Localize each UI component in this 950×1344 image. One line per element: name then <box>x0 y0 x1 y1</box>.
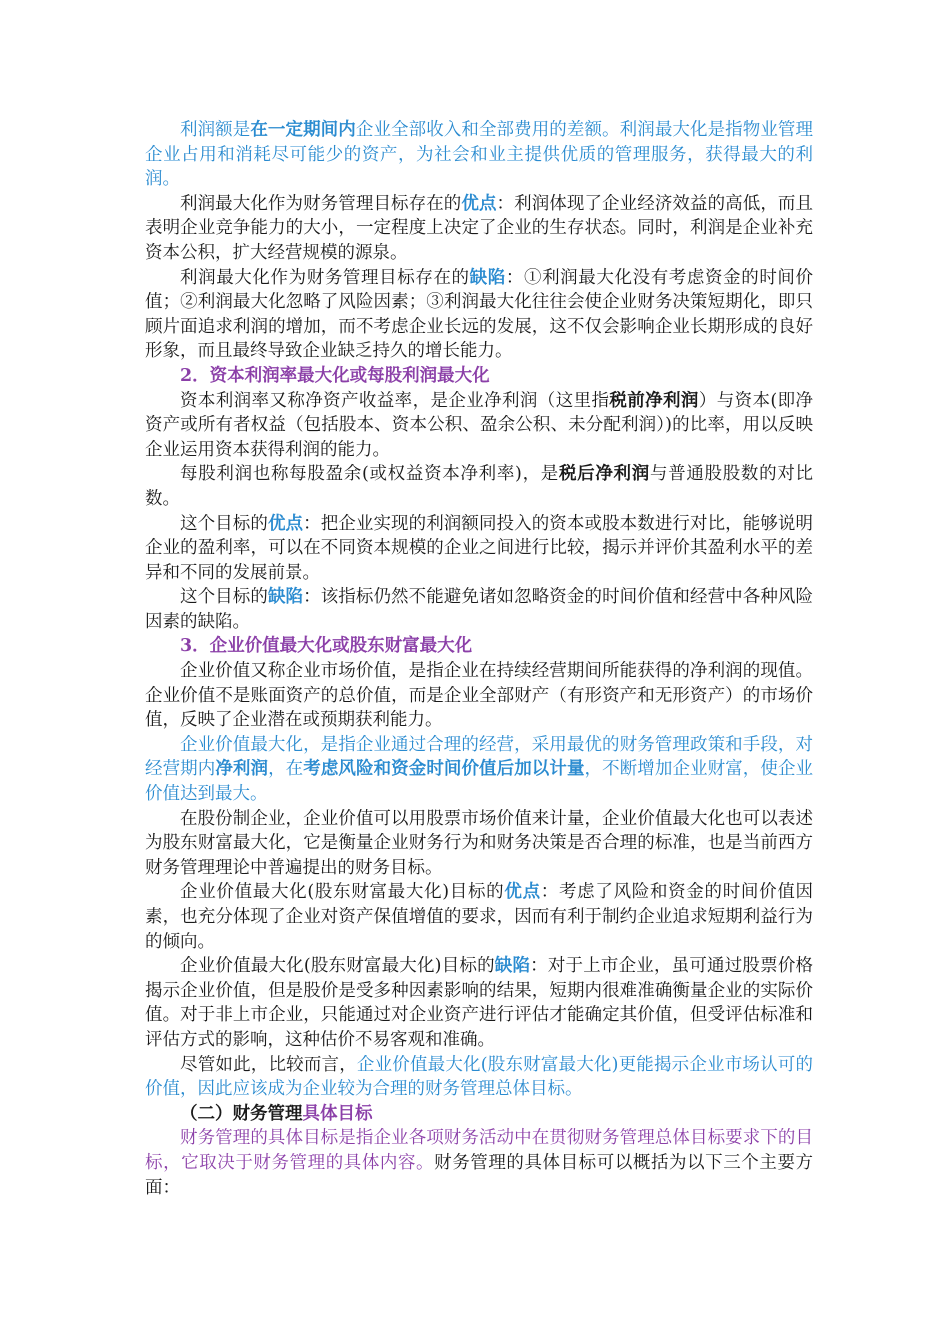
emphasis-text: 优点 <box>461 193 497 214</box>
section-heading <box>145 634 813 659</box>
body-text: ：对于上市企业，虽可通过股票价格揭示企业价值，但是股价是受多种因素影响的结果，短期内很难准确衡量企业的实际价值。对于非上市企业，只能通过对企业资产进行评估才能确定其价值，但受评估标准和评估方式的影响，这种估价不易客观和准确。 <box>145 956 814 1050</box>
body-text: 尽管如此，比较而言， <box>180 1054 357 1075</box>
body-text: ）与资本(即净资产或所有者权益（包括股本、资本公积、盈余公积、未分配利润）)的比率，用以反映企业运用资本获得利润的能力。 <box>145 390 813 460</box>
emphasis-text: 2．资本利润率最大化或每股利润最大化 <box>180 365 490 386</box>
paragraph <box>145 192 813 266</box>
emphasis-text: 税前净利润 <box>609 390 699 411</box>
emphasis-text: ，在 <box>268 759 304 780</box>
emphasis-text: （二）财务管理 <box>180 1103 303 1124</box>
section-heading <box>145 364 813 389</box>
body-text: 利润最大化作为财务管理目标存在的 <box>180 193 462 214</box>
emphasis-text: 优点 <box>267 513 304 534</box>
body-text: 企业价值最大化(股东财富最大化)目标的 <box>180 882 505 903</box>
emphasis-text: 具体目标 <box>302 1103 373 1124</box>
body-text: 利润最大化作为财务管理目标存在的 <box>180 267 470 288</box>
body-text: 每股利润也称每股盈余(或权益资本净利率)，是 <box>180 464 559 485</box>
emphasis-text: 企业价值最大化(股东财富最大化)更能揭示企业市场认可的价值，因此应该成为企业较为合理的财务管理总体目标。 <box>145 1054 814 1100</box>
emphasis-text: 考虑风险和资金时间价值后加以计量 <box>303 759 585 780</box>
emphasis-text: 3．企业价值最大化或股东财富最大化 <box>180 636 473 657</box>
emphasis-text: 企业价值最大化，是指企业通过合理的经营，采用最优的财务管理政策和手段，对经营期内 <box>145 734 813 780</box>
body-text: 与普通股股数的对比数。 <box>145 464 814 509</box>
emphasis-text: ，不断增加企业财富，使企业价值达到最大。 <box>145 759 814 805</box>
paragraph <box>145 462 813 511</box>
emphasis-text: 净利润 <box>215 759 269 780</box>
emphasis-text: 在一定期间内 <box>250 120 356 140</box>
body-text: ：考虑了风险和资金的时间价值因素，也充分体现了企业对资产保值增值的要求，因而有利于制约企业追求短期利益行为的倾向。 <box>145 882 814 952</box>
body-text: 企业价值又称企业市场价值，是指企业在持续经营期间所能获得的净利润的现值。企业价值不是账面资产的总价值，而是企业全部财产（有形资产和无形资产）的市场价值，反映了企业潜在或预期获利能力。 <box>145 661 813 731</box>
emphasis-text: 企业全部收入和全部费用的差额。利润最大化是指物业管理企业占用和消耗尽可能少的资产，为社会和业主提供优质的管理服务，获得最大的利润。 <box>145 120 814 190</box>
paragraph <box>145 266 813 364</box>
emphasis-text: 财务管理的具体目标是指企业各项财务活动中在贯彻财务管理总体目标要求下的目标，它取决于财务管理的具体内容。 <box>145 1128 813 1173</box>
body-text: ：该指标仍然不能避免诸如忽略资金的时间价值和经营中各种风险因素的缺陷。 <box>145 587 814 632</box>
emphasis-text: 缺陷 <box>494 956 531 977</box>
body-text: ：利润体现了企业经济效益的高低，而且表明企业竞争能力的大小，一定程度上决定了企业的生存状态。同时，利润是企业补充资本公积，扩大经营规模的源泉。 <box>145 193 814 263</box>
paragraph <box>145 512 813 586</box>
emphasis-text: 缺陷 <box>267 587 304 608</box>
section-heading <box>145 1102 813 1127</box>
body-text: ：把企业实现的利润额同投入的资本或股本数进行对比，能够说明企业的盈利率，可以在不同资本规模的企业之间进行比较，揭示并评价其盈利水平的差异和不同的发展前景。 <box>145 513 814 583</box>
paragraph <box>145 880 813 954</box>
body-text: 这个目标的 <box>180 587 268 608</box>
paragraph <box>145 1053 813 1102</box>
emphasis-text: 优点 <box>504 882 541 903</box>
paragraph <box>145 585 813 634</box>
body-text: ：①利润最大化没有考虑资金的时间价值；②利润最大化忽略了风险因素；③利润最大化往往会使企业财务决策短期化，即只顾片面追求利润的增加，而不考虑企业长远的发展，这不仅会影响企业长期形成的良好形象，而且最终导致企业缺乏持久的增长能力。 <box>145 267 814 362</box>
body-text: 企业价值最大化(股东财富最大化)目标的 <box>180 956 495 977</box>
document-body <box>145 118 813 1200</box>
body-text: 这个目标的 <box>180 513 268 534</box>
body-text: 资本利润率又称净资产收益率，是企业净利润（这里指 <box>180 390 610 411</box>
paragraph <box>145 118 813 192</box>
paragraph <box>145 733 813 807</box>
paragraph <box>145 954 813 1052</box>
body-text: 财务管理的具体目标可以概括为以下三个主要方面： <box>145 1152 814 1198</box>
body-text: 在股份制企业，企业价值可以用股票市场价值来计量，企业价值最大化也可以表述为股东财富最大化，它是衡量企业财务行为和财务决策是否合理的标准，也是当前西方财务管理理论中普遍提出的财务目标。 <box>145 808 813 878</box>
paragraph <box>145 807 813 881</box>
paragraph <box>145 1126 813 1200</box>
emphasis-text: 利润额是 <box>180 120 251 140</box>
emphasis-text: 缺陷 <box>469 267 506 288</box>
paragraph <box>145 659 813 733</box>
paragraph <box>145 389 813 463</box>
emphasis-text: 税后净利润 <box>558 464 650 485</box>
